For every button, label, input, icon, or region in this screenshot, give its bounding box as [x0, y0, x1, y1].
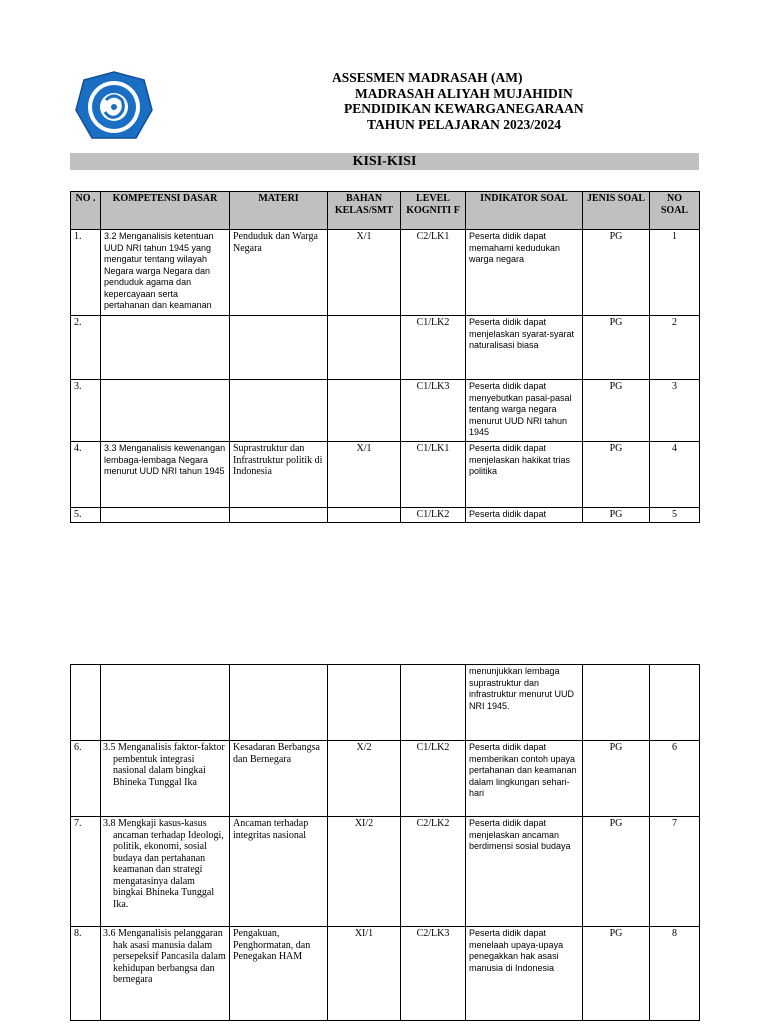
- jenis-soal: PG: [583, 741, 650, 817]
- no-soal: 2: [650, 316, 700, 380]
- level-kognitif: C1/LK2: [401, 508, 466, 523]
- header-line-3: PENDIDIKAN KEWARGANEGARAAN: [344, 101, 584, 116]
- row-no: 3.: [71, 380, 101, 442]
- no-soal: 1: [650, 230, 700, 316]
- level-kognitif: C1/LK1: [401, 442, 466, 508]
- no-soal: [650, 665, 700, 741]
- table-row: [71, 741, 700, 817]
- kompetensi-dasar: [101, 316, 230, 380]
- table-row: [71, 442, 700, 508]
- materi: Ancaman terhadap integritas nasional: [230, 817, 328, 927]
- materi: Penduduk dan Warga Negara: [230, 230, 328, 316]
- kompetensi-dasar: [101, 665, 230, 741]
- table-row: [71, 927, 700, 1021]
- jenis-soal: PG: [583, 316, 650, 380]
- materi: [230, 665, 328, 741]
- indikator-soal: Peserta didik dapat memahami kedudukan warga negara: [466, 230, 583, 316]
- col-header-no: NO .: [71, 192, 101, 230]
- indikator-soal: Peserta didik dapat menelaah upaya-upaya penegakkan hak asasi manusia di Indonesia: [466, 927, 583, 1021]
- col-header-materi: MATERI: [230, 192, 328, 230]
- no-soal: 6: [650, 741, 700, 817]
- kompetensi-dasar: 3.8 Mengkaji kasus-kasus ancaman terhadap Ideologi, politik, ekonomi, sosial budaya dan pertahanan keamanan dan strategi mengatasinya dalam bingkai Bhineka Tunggal Ika.: [101, 817, 230, 927]
- row-no: 2.: [71, 316, 101, 380]
- kisi-kisi-table-page2: [70, 664, 700, 1021]
- jenis-soal: PG: [583, 817, 650, 927]
- kompetensi-dasar: [101, 380, 230, 442]
- no-soal: 7: [650, 817, 700, 927]
- kompetensi-dasar: [101, 508, 230, 523]
- kompetensi-dasar: 3.2 Menganalisis ketentuan UUD NRI tahun 1945 yang mengatur tentang wilayah Negara warga Negara dan penduduk agama dan kepercayaan serta pertahanan dan keamanan: [101, 230, 230, 316]
- header-line-4: TAHUN PELAJARAN 2023/2024: [367, 116, 562, 132]
- row-no: 6.: [71, 741, 101, 817]
- indikator-soal: Peserta didik dapat menyebutkan pasal-pasal tentang warga negara menurut UUD NRI tahun 1945: [466, 380, 583, 442]
- table-row: [71, 230, 700, 316]
- bahan-kelas: XI/2: [328, 817, 401, 927]
- table-row: [71, 380, 700, 442]
- jenis-soal: PG: [583, 508, 650, 523]
- table-header-row: [71, 192, 700, 230]
- bahan-kelas: X/2: [328, 741, 401, 817]
- kisi-kisi-title: KISI-KISI: [70, 153, 699, 170]
- materi: Suprastruktur dan Infrastruktur politik di Indonesia: [230, 442, 328, 508]
- indikator-soal: Peserta didik dapat menjelaskan ancaman berdimensi sosial budaya: [466, 817, 583, 927]
- col-header-level: LEVEL KOGNITI F: [401, 192, 466, 230]
- materi: [230, 380, 328, 442]
- level-kognitif: [401, 665, 466, 741]
- bahan-kelas: [328, 380, 401, 442]
- jenis-soal: PG: [583, 380, 650, 442]
- header-line-1: ASSESMEN MADRASAH (AM): [332, 70, 523, 85]
- level-kognitif: C1/LK2: [401, 741, 466, 817]
- row-no: 1.: [71, 230, 101, 316]
- level-kognitif: C2/LK1: [401, 230, 466, 316]
- level-kognitif: C1/LK2: [401, 316, 466, 380]
- jenis-soal: PG: [583, 927, 650, 1021]
- bahan-kelas: X/1: [328, 230, 401, 316]
- materi: Kesadaran Berbangsa dan Bernegara: [230, 741, 328, 817]
- no-soal: 4: [650, 442, 700, 508]
- document-header: [300, 70, 620, 132]
- col-header-jenis: JENIS SOAL: [583, 192, 650, 230]
- kisi-kisi-table-page1: [70, 191, 700, 523]
- no-soal: 8: [650, 927, 700, 1021]
- bahan-kelas: XI/1: [328, 927, 401, 1021]
- jenis-soal: [583, 665, 650, 741]
- table-row: [71, 508, 700, 523]
- indikator-soal: Peserta didik dapat menjelaskan syarat-syarat naturalisasi biasa: [466, 316, 583, 380]
- bahan-kelas: [328, 316, 401, 380]
- level-kognitif: C1/LK3: [401, 380, 466, 442]
- kompetensi-dasar: 3.6 Menganalisis pelanggaran hak asasi manusia dalam persepeksif Pancasila dalam kehidupan berbangsa dan bernegara: [101, 927, 230, 1021]
- no-soal: 5: [650, 508, 700, 523]
- table-row: [71, 316, 700, 380]
- indikator-soal: menunjukkan lembaga suprastruktur dan infrastruktur menurut UUD NRI 1945.: [466, 665, 583, 741]
- bahan-kelas: X/1: [328, 442, 401, 508]
- kompetensi-dasar: 3.5 Menganalisis faktor-faktor pembentuk integrasi nasional dalam bingkai Bhineka Tunggal Ika: [101, 741, 230, 817]
- indikator-soal: Peserta didik dapat memberikan contoh upaya pertahanan dan keamanan dalam lingkungan sehari-hari: [466, 741, 583, 817]
- kompetensi-dasar: 3.3 Menganalisis kewenangan lembaga-lembaga Negara menurut UUD NRI tahun 1945: [101, 442, 230, 508]
- level-kognitif: C2/LK3: [401, 927, 466, 1021]
- col-header-nosoal: NO SOAL: [650, 192, 700, 230]
- indikator-soal: Peserta didik dapat: [466, 508, 583, 523]
- row-no: [71, 665, 101, 741]
- header-line-2: MADRASAH ALIYAH MUJAHIDIN: [355, 85, 573, 101]
- bahan-kelas: [328, 508, 401, 523]
- row-no: 8.: [71, 927, 101, 1021]
- materi: Pengakuan, Penghormatan, dan Penegakan HAM: [230, 927, 328, 1021]
- bahan-kelas: [328, 665, 401, 741]
- row-no: 5.: [71, 508, 101, 523]
- indikator-soal: Peserta didik dapat menjelaskan hakikat trias politika: [466, 442, 583, 508]
- school-logo: [74, 70, 154, 144]
- col-header-kompetensi: KOMPETENSI DASAR: [101, 192, 230, 230]
- col-header-indikator: INDIKATOR SOAL: [466, 192, 583, 230]
- col-header-bahan: BAHAN KELAS/SMT: [328, 192, 401, 230]
- jenis-soal: PG: [583, 442, 650, 508]
- table-row: [71, 665, 700, 741]
- jenis-soal: PG: [583, 230, 650, 316]
- materi: [230, 508, 328, 523]
- level-kognitif: C2/LK2: [401, 817, 466, 927]
- materi: [230, 316, 328, 380]
- row-no: 4.: [71, 442, 101, 508]
- row-no: 7.: [71, 817, 101, 927]
- no-soal: 3: [650, 380, 700, 442]
- table-row: [71, 817, 700, 927]
